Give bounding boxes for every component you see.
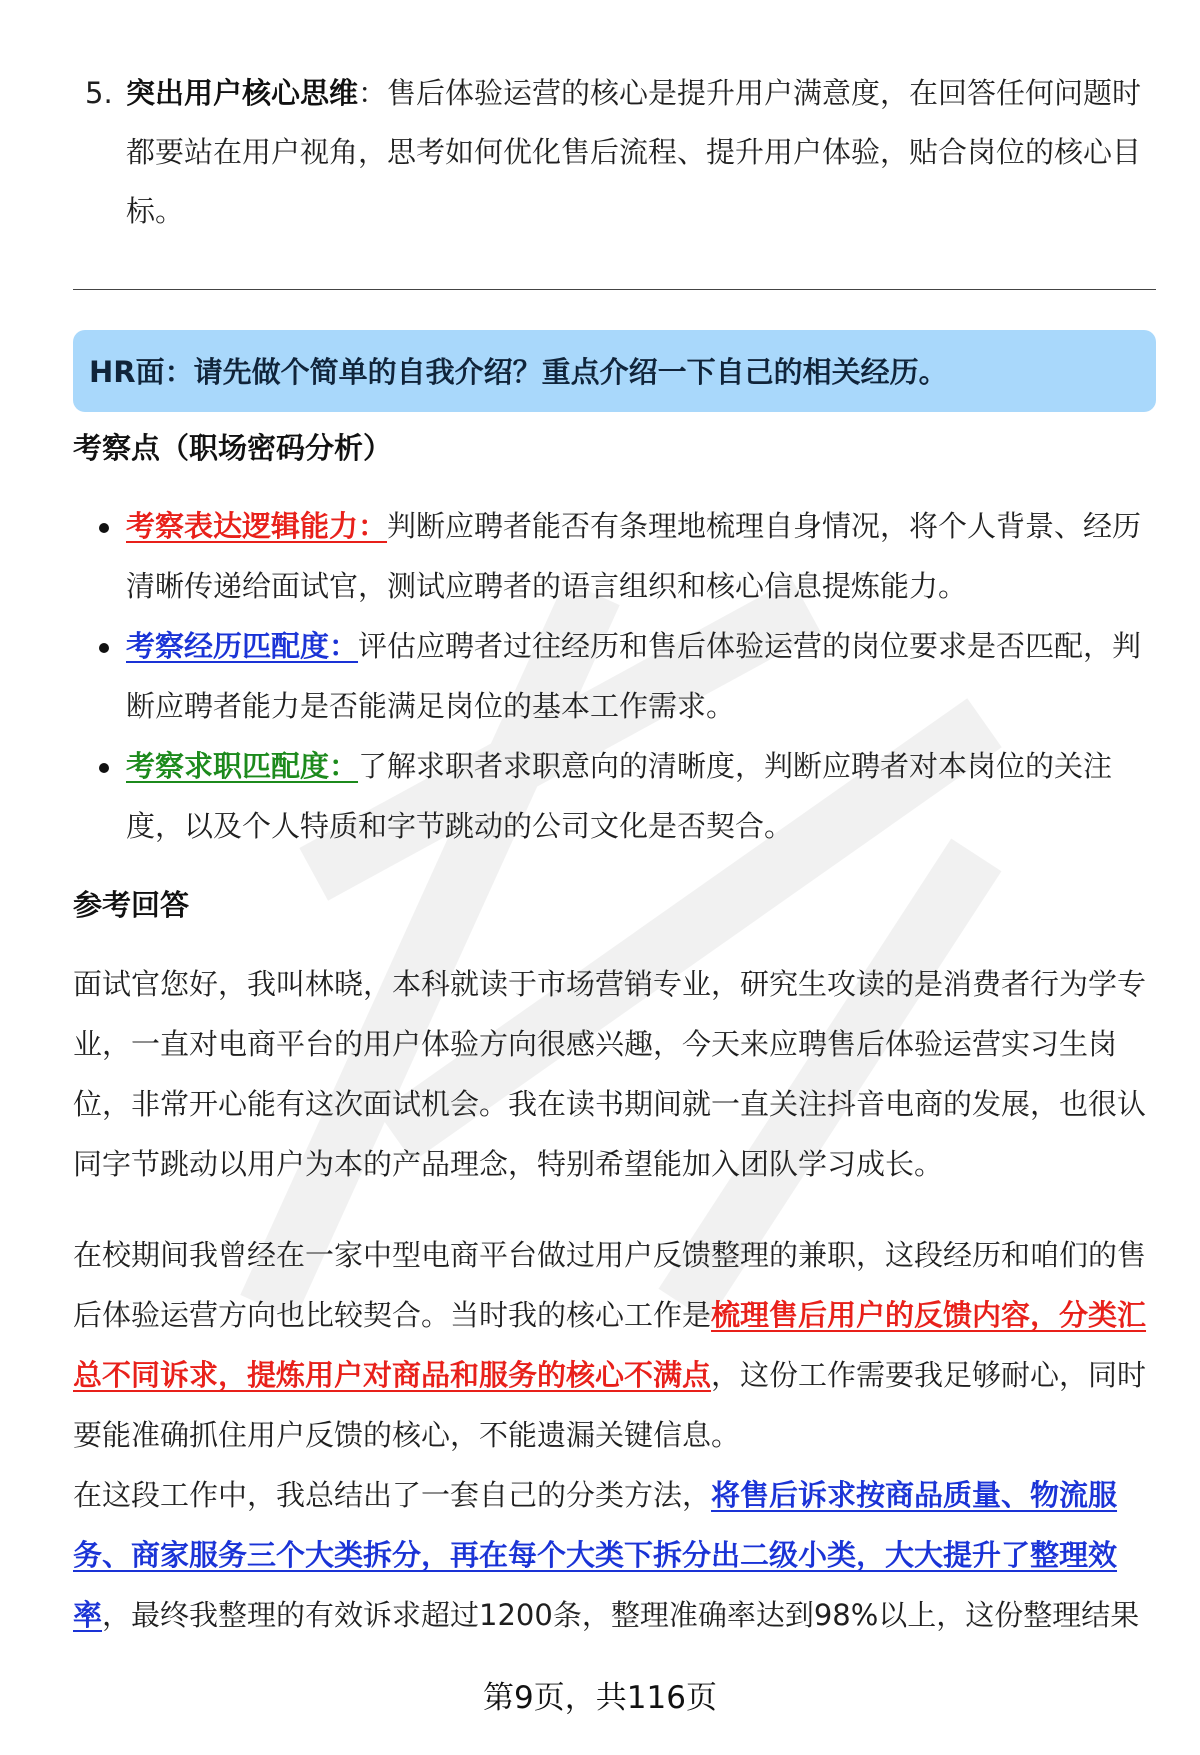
question-text: HR面：请先做个简单的自我介绍？重点介绍一下自己的相关经历。 — [89, 355, 948, 389]
page-footer: 第9页，共116页 — [483, 1680, 717, 1716]
answer-paragraph-1: 面试官您好，我叫林晓，本科就读于市场营销专业，研究生攻读的是消费者行为学专业，一直对电商平台的用户体验方向很感兴趣，今天来应聘售后体验运营实习生岗位，非常开心能有这次面试机会。我在读书期间就一直关注抖音电商的发展，也很认同字节跳动以用户为本的产品理念，特别希望能加入团队学习成长。 — [73, 967, 1147, 1181]
bullet-keyword: 考察经历匹配度： — [126, 629, 359, 663]
bullet-text: 了解求职者求职意向的清晰度，判断应聘者对本岗位的关注度，以及个人特质和字节跳动的公司文化是否契合。 — [126, 749, 1113, 843]
bullet-text: 判断应聘者能否有条理地梳理自身情况，将个人背景、经历清晰传递给面试官，测试应聘者的语言组织和核心信息提炼能力。 — [126, 509, 1142, 603]
answer-paragraph-3 — [73, 1465, 1158, 1645]
bullet-item — [73, 496, 1156, 616]
paragraph-text: ，最终我整理的有效诉求超过1200条，整理准确率达到98%以上，这份整理结果 — [102, 1598, 1140, 1632]
item-text: 售后体验运营的核心是提升用户满意度，在回答任何问题时都要站在用户视角，思考如何优化售后流程、提升用户体验，贴合岗位的核心目标。 — [126, 76, 1142, 228]
bullet-dot — [99, 523, 109, 533]
bullet-keyword: 考察表达逻辑能力： — [126, 509, 388, 543]
bullet-dot — [99, 763, 109, 773]
bullet-text: 评估应聘者过往经历和售后体验运营的岗位要求是否匹配，判断应聘者能力是否能满足岗位的基本工作需求。 — [126, 629, 1142, 723]
list-item-body — [126, 64, 1153, 241]
paragraph-text: 在这段工作中，我总结出了一套自己的分类方法， — [73, 1478, 712, 1512]
question-banner — [73, 330, 1156, 412]
bullet-keyword: 考察求职匹配度： — [126, 749, 359, 783]
answer-heading: 参考回答 — [73, 888, 190, 922]
paragraph-text: ，这份工作需要我足够耐心，同时要能准确抓住用户反馈的核心，不能遗漏关键信息。 — [73, 1358, 1147, 1452]
highlighted-text: 梳理售后用户的反馈内容，分类汇总不同诉求，提炼用户对商品和服务的核心不满点 — [73, 1298, 1147, 1392]
ordered-list-item-5 — [73, 64, 1153, 241]
horizontal-divider — [73, 289, 1156, 290]
bullet-item — [73, 616, 1156, 736]
list-number: 5. — [85, 76, 113, 110]
analysis-bullet-list — [73, 496, 1156, 856]
answer-paragraph-2 — [73, 1225, 1158, 1465]
bullet-dot — [99, 643, 109, 653]
item-colon: ： — [358, 76, 388, 110]
bullet-item — [73, 736, 1156, 856]
analysis-heading: 考察点（职场密码分析） — [73, 431, 393, 465]
highlighted-text: 将售后诉求按商品质量、物流服务、商家服务三个大类拆分，再在每个大类下拆分出二级小类，大大提升了整理效率 — [73, 1478, 1118, 1632]
item-title: 突出用户核心思维 — [126, 76, 359, 110]
paragraph-text: 在校期间我曾经在一家中型电商平台做过用户反馈整理的兼职，这段经历和咱们的售后体验运营方向也比较契合。当时我的核心工作是 — [73, 1238, 1147, 1332]
